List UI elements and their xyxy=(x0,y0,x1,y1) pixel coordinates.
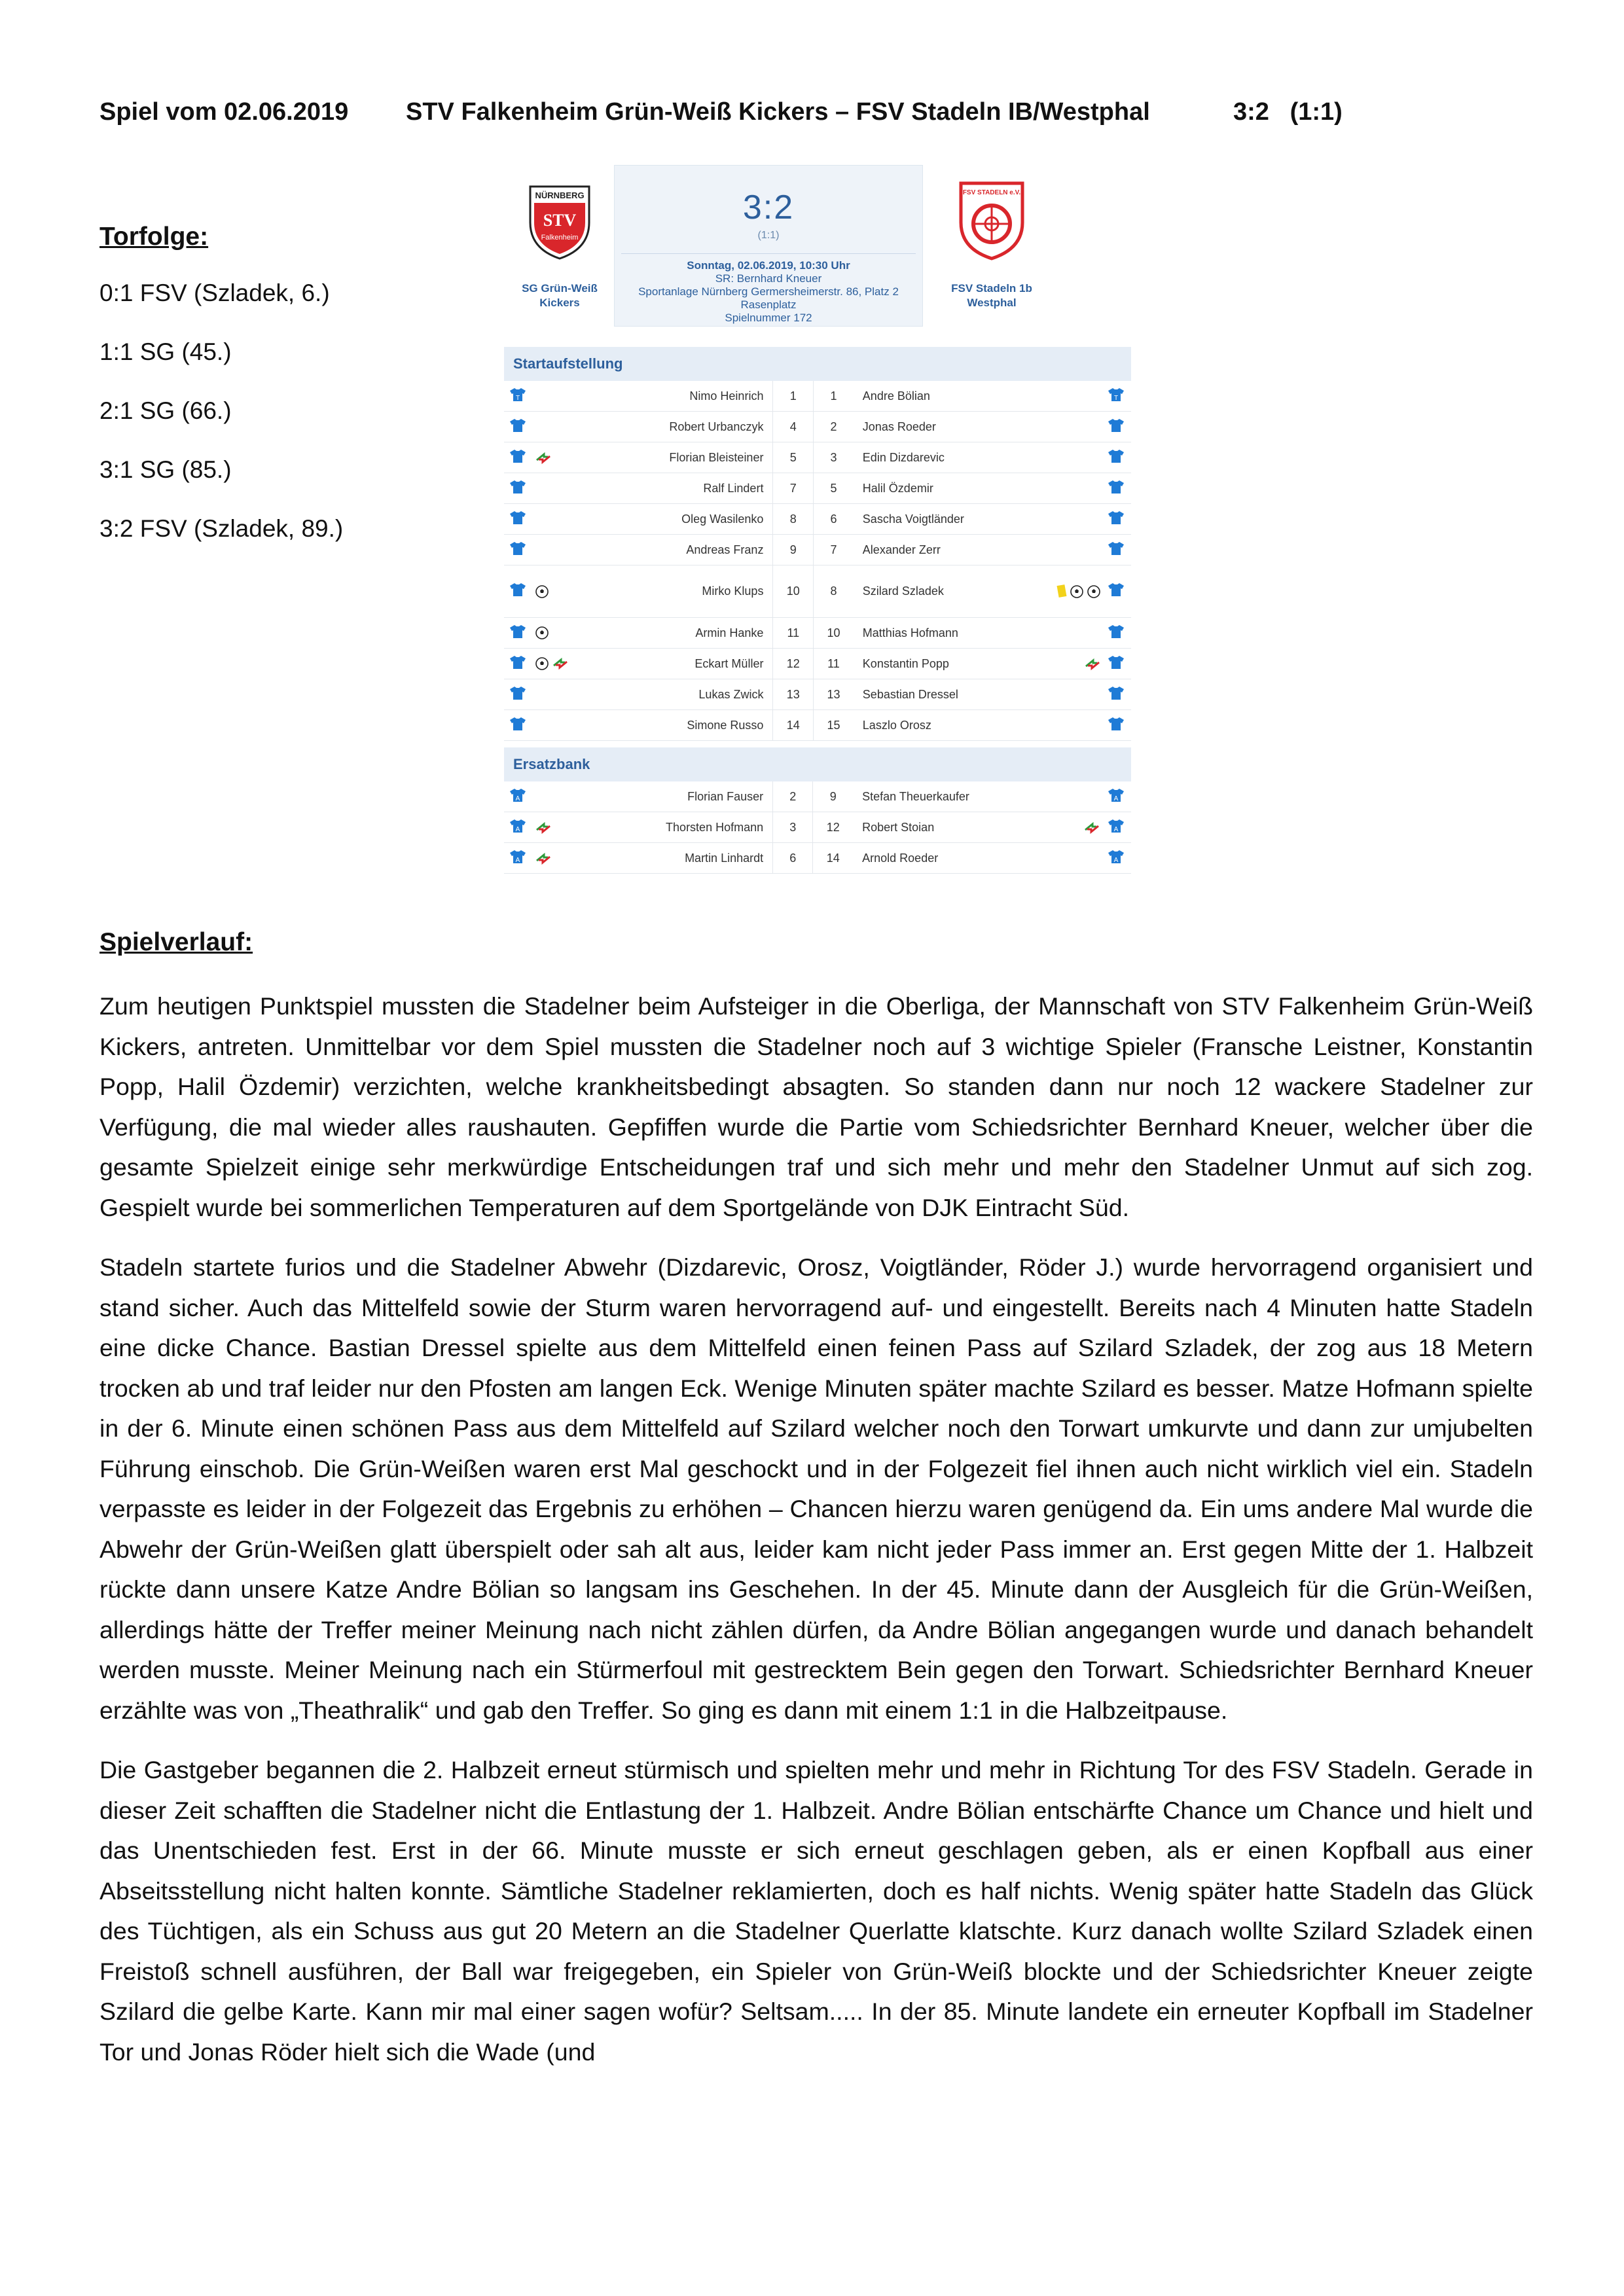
away-player-name: Laszlo Orosz xyxy=(854,710,1030,741)
goal-entry: 1:1 SG (45.) xyxy=(99,338,232,365)
away-events xyxy=(1030,679,1101,710)
report-paragraph: Die Gastgeber begannen die 2. Halbzeit erneut stürmisch und spielten mehr und mehr in Richtung Tor des FSV Stadeln. Gerade in dieser Zeit schafften die Stadelner nicht die Entlastung der 1. Halbzeit. Andre Bölian entschärfte Chance um Chance und hielt und das Unentschieden fest. Erst in der 66. Minute musste er sich erneut geschlagen geben, als er einen Kopfball aus einer Abseitsstellung nicht halten konnte. Sämtliche Stadelner reklamierten, doch es half nichts. Wenig später hatte Stadeln das Glück des Tüchtigen, als ein Schuss aus gut 20 Metern an die Stadelner Querlatte klatschte. Kurz danach wollte Szilard Szladek einen Freistoß schnell ausführen, der Ball war freigegeben, ein Spieler von Grün-Weiß blockte und der Schiedsrichter Kneuer zeigte Szilard die gelbe Karte. Kann mir mal einer sagen wofür? Seltsam..... In der 85. Minute landete ein erneuter Kopfball im Stadelner Tor und Jonas Röder hielt sich die Wade (und xyxy=(99,1756,1533,2066)
bench-heading: Ersatzbank xyxy=(504,747,1131,781)
away-player-number: 2 xyxy=(814,412,854,442)
home-player-name: Lukas Zwick xyxy=(584,679,773,710)
home-player-number: 3 xyxy=(773,812,813,843)
shirt-icon xyxy=(1102,473,1132,504)
starting-lineup-heading: Startaufstellung xyxy=(504,347,1131,381)
referee: SR: Bernhard Kneuer xyxy=(715,272,822,285)
shirt-icon xyxy=(504,504,532,535)
away-player-name: Matthias Hofmann xyxy=(854,618,1030,649)
reserve-shirt-icon xyxy=(504,843,532,874)
svg-text:A: A xyxy=(515,795,520,802)
shirt-icon xyxy=(1102,679,1132,710)
away-player-number: 5 xyxy=(814,473,854,504)
home-player-name: Simone Russo xyxy=(584,710,773,741)
match-datetime: Sonntag, 02.06.2019, 10:30 Uhr xyxy=(687,259,850,272)
home-player-name: Florian Fauser xyxy=(584,781,773,812)
away-player-name: Robert Stoian xyxy=(853,812,1030,843)
lineup-row xyxy=(504,412,1131,442)
lineup-row xyxy=(504,781,1131,812)
away-events xyxy=(1030,710,1101,741)
shirt-icon xyxy=(1102,535,1132,565)
bench-table xyxy=(504,781,1131,874)
lineup-row xyxy=(504,473,1131,504)
home-events xyxy=(532,710,584,741)
shirt-icon xyxy=(504,649,532,679)
away-player-number: 1 xyxy=(814,381,854,412)
home-crest-subtext: Falkenheim xyxy=(541,234,579,242)
away-events xyxy=(1030,412,1101,442)
home-player-number: 9 xyxy=(773,535,814,565)
shirt-icon xyxy=(1102,565,1132,618)
match-title: STV Falkenheim Grün-Weiß Kickers – FSV Stadeln IB/Westphal xyxy=(406,98,1150,126)
home-player-number: 5 xyxy=(773,442,814,473)
shirt-icon xyxy=(1102,442,1132,473)
home-team-name: SG Grün-Weiß Kickers xyxy=(522,282,598,309)
svg-text:STV: STV xyxy=(543,211,577,230)
svg-text:A: A xyxy=(1113,825,1119,833)
pitch-type: Rasenplatz xyxy=(740,298,797,311)
home-player-number: 2 xyxy=(773,781,813,812)
away-team-name: FSV Stadeln 1b Westphal xyxy=(951,282,1032,309)
home-events xyxy=(532,504,584,535)
goal-entry: 3:1 SG (85.) xyxy=(99,456,232,483)
lineup-row xyxy=(504,649,1131,679)
shirt-icon xyxy=(504,679,532,710)
away-events xyxy=(1030,535,1101,565)
lineup-row xyxy=(504,535,1131,565)
reserve-shirt-icon xyxy=(1101,843,1131,874)
away-player-name: Szilard Szladek xyxy=(854,565,1030,618)
away-player-number: 8 xyxy=(814,565,854,618)
away-player-name: Sebastian Dressel xyxy=(854,679,1030,710)
home-player-number: 14 xyxy=(773,710,814,741)
home-events xyxy=(532,843,584,874)
away-events xyxy=(1030,442,1101,473)
match-result: 3:2 (1:1) xyxy=(1233,98,1343,126)
home-player-name: Andreas Franz xyxy=(584,535,773,565)
reserve-shirt-icon xyxy=(504,812,532,843)
home-events xyxy=(532,649,584,679)
reserve-shirt-icon xyxy=(1101,781,1131,812)
away-player-number: 6 xyxy=(814,504,854,535)
away-player-number: 12 xyxy=(813,812,853,843)
away-team-crest xyxy=(949,177,1034,262)
home-events xyxy=(532,565,584,618)
away-player-name: Halil Özdemir xyxy=(854,473,1030,504)
reserve-shirt-icon xyxy=(1101,812,1131,843)
home-events xyxy=(532,618,584,649)
shirt-icon xyxy=(1102,618,1132,649)
home-player-number: 8 xyxy=(773,504,814,535)
svg-text:A: A xyxy=(515,825,520,833)
svg-text:A: A xyxy=(1113,856,1119,864)
home-player-name: Florian Bleisteiner xyxy=(584,442,773,473)
reserve-shirt-icon xyxy=(504,781,532,812)
shirt-icon xyxy=(504,710,532,741)
lineup-row xyxy=(504,381,1131,412)
home-player-number: 1 xyxy=(773,381,814,412)
lineup-row xyxy=(504,710,1131,741)
away-crest-text: FSV STADELN e.V. xyxy=(962,189,1021,196)
away-events xyxy=(1030,843,1101,874)
home-player-name: Armin Hanke xyxy=(584,618,773,649)
away-player-number: 13 xyxy=(814,679,854,710)
away-events xyxy=(1030,812,1101,843)
keeper-shirt-icon xyxy=(1102,381,1132,412)
away-player-name: Jonas Roeder xyxy=(854,412,1030,442)
home-player-number: 7 xyxy=(773,473,814,504)
home-player-name: Robert Urbanczyk xyxy=(584,412,773,442)
away-events xyxy=(1030,504,1101,535)
svg-text:T: T xyxy=(515,394,520,402)
away-player-number: 14 xyxy=(813,843,853,874)
goal-sequence xyxy=(99,223,414,575)
keeper-shirt-icon xyxy=(504,381,532,412)
home-player-number: 10 xyxy=(773,565,814,618)
away-events xyxy=(1030,565,1101,618)
away-player-name: Stefan Theuerkaufer xyxy=(853,781,1030,812)
away-player-name: Andre Bölian xyxy=(854,381,1030,412)
shirt-icon xyxy=(504,412,532,442)
goal-sequence-title: Torfolge: xyxy=(99,223,209,251)
home-events xyxy=(532,473,584,504)
goal-entry: 3:2 FSV (Szladek, 89.) xyxy=(99,515,344,542)
shirt-icon xyxy=(504,442,532,473)
home-player-name: Nimo Heinrich xyxy=(584,381,773,412)
away-events xyxy=(1030,381,1101,412)
away-player-number: 7 xyxy=(814,535,854,565)
home-team-crest xyxy=(517,177,602,262)
shirt-icon xyxy=(1102,710,1132,741)
home-player-number: 4 xyxy=(773,412,814,442)
report-paragraph: Zum heutigen Punktspiel mussten die Stadelner beim Aufsteiger in die Oberliga, der Mannschaft von STV Falkenheim Grün-Weiß Kickers, antreten. Unmittelbar vor dem Spiel mussten die Stadelner noch auf 3 wichtige Spieler (Fransche Leistner, Konstantin Popp, Halil Özdemir) verzichten, welche krankheitsbedingt absagten. So standen dann nur noch 12 wackere Stadelner zur Verfügung, die mal wieder alles raushauten. Gepfiffen wurde die Partie vom Schiedsrichter Bernhard Kneuer, welcher über die gesamte Spielzeit einige sehr merkwürdige Entscheidungen traf und sich mehr und mehr den Stadelner Unmut auf sich zog. Gespielt wurde bei sommerlichen Temperaturen auf dem Sportgelände von DJK Eintracht Süd. xyxy=(99,992,1533,1221)
away-player-number: 11 xyxy=(814,649,854,679)
shirt-icon xyxy=(504,473,532,504)
home-player-number: 6 xyxy=(773,843,813,874)
shirt-icon xyxy=(504,535,532,565)
home-events xyxy=(532,412,584,442)
lineup-row xyxy=(504,565,1131,618)
lineup-row xyxy=(504,618,1131,649)
home-player-name: Ralf Lindert xyxy=(584,473,773,504)
away-player-number: 10 xyxy=(814,618,854,649)
home-events xyxy=(532,381,584,412)
home-player-name: Oleg Wasilenko xyxy=(584,504,773,535)
match-report xyxy=(99,928,1533,2092)
halftime-score: (1:1) xyxy=(757,230,780,241)
home-events xyxy=(532,781,584,812)
shirt-icon xyxy=(504,565,532,618)
away-player-number: 15 xyxy=(814,710,854,741)
away-player-name: Alexander Zerr xyxy=(854,535,1030,565)
away-player-number: 3 xyxy=(814,442,854,473)
svg-text:A: A xyxy=(515,856,520,864)
venue: Sportanlage Nürnberg Germersheimerstr. 86, Platz 2 xyxy=(638,285,899,298)
away-player-name: Edin Dizdarevic xyxy=(854,442,1030,473)
goal-entry: 0:1 FSV (Szladek, 6.) xyxy=(99,279,330,306)
away-events xyxy=(1030,618,1101,649)
home-player-number: 12 xyxy=(773,649,814,679)
home-crest-text: NÜRNBERG xyxy=(535,190,585,200)
away-player-number: 9 xyxy=(813,781,853,812)
report-paragraph: Stadeln startete furios und die Stadelner Abwehr (Dizdarevic, Orosz, Voigtländer, Röder J.) wurde hervorragend organisiert und stand sicher. Auch das Mittelfeld sowie der Sturm waren hervorragend auf- und eingestellt. Bereits nach 4 Minuten hatte Stadeln eine dicke Chance. Bastian Dressel spielte aus dem Mittelfeld einen feinen Pass auf Szilard Szladek, der zog aus 18 Metern trocken ab und traf leider nur den Pfosten am langen Eck. Wenige Minuten später machte Szilard es besser. Matze Hofmann spielte in der 6. Minute einen schönen Pass aus dem Mittelfeld auf Szilard welcher noch den Torwart umkurvte und dann zur umjubelten Führung einschob. Die Grün-Weißen waren erst Mal geschockt und in der Folgezeit fiel ihnen auch nicht wirklich viel ein. Stadeln verpasste es leider in der Folgezeit das Ergebnis zu erhöhen – Chancen hierzu waren genügend da. Ein ums andere Mal wurde die Abwehr der Grün-Weißen glatt überspielt oder sah alt aus, leider kam nicht jeder Pass immer an. Erst gegen Mitte der 1. Halbzeit rückte dann unsere Katze Andre Bölian so langsam ins Geschehen. In der 45. Minute dann der Ausgleich für die Grün-Weißen, allerdings hätte der Treffer meiner Meinung nach nicht zählen dürfen, da Andre Bölian angegangen wurde und danach behandelt werden musste. Meiner Meinung nach ein Stürmerfoul mit gestrecktem Bein gegen den Torwart. Schiedsrichter Bernhard Kneuer erzählte was von „Theathralik“ und gab den Treffer. So ging es dann mit einem 1:1 in die Halbzeitpause. xyxy=(99,1253,1533,1724)
starting-lineup-table xyxy=(504,381,1131,741)
goal-entry: 2:1 SG (66.) xyxy=(99,397,232,424)
lineup-row xyxy=(504,679,1131,710)
away-player-name: Arnold Roeder xyxy=(853,843,1030,874)
away-events xyxy=(1030,473,1101,504)
match-report-title: Spielverlauf: xyxy=(99,928,253,956)
home-player-name: Martin Linhardt xyxy=(584,843,773,874)
home-events xyxy=(532,442,584,473)
home-player-name: Eckart Müller xyxy=(584,649,773,679)
away-events xyxy=(1030,649,1101,679)
home-player-name: Mirko Klups xyxy=(584,565,773,618)
shirt-icon xyxy=(1102,412,1132,442)
match-number: Spielnummer 172 xyxy=(725,312,812,324)
away-player-name: Konstantin Popp xyxy=(854,649,1030,679)
lineup-row xyxy=(504,504,1131,535)
shirt-icon xyxy=(1102,504,1132,535)
shirt-icon xyxy=(504,618,532,649)
home-events xyxy=(532,679,584,710)
svg-text:A: A xyxy=(1113,795,1119,802)
home-player-number: 11 xyxy=(773,618,814,649)
lineup-row xyxy=(504,442,1131,473)
lineup-row xyxy=(504,812,1131,843)
shirt-icon xyxy=(1102,649,1132,679)
away-events xyxy=(1030,781,1101,812)
final-score: 3:2 xyxy=(742,188,795,226)
home-events xyxy=(532,812,584,843)
svg-text:T: T xyxy=(1114,394,1119,402)
home-events xyxy=(532,535,584,565)
match-widget xyxy=(504,164,1131,884)
away-player-name: Sascha Voigtländer xyxy=(854,504,1030,535)
home-player-number: 13 xyxy=(773,679,814,710)
score-box xyxy=(614,165,923,327)
match-date: Spiel vom 02.06.2019 xyxy=(99,98,349,126)
lineup-row xyxy=(504,843,1131,874)
home-player-name: Thorsten Hofmann xyxy=(584,812,773,843)
